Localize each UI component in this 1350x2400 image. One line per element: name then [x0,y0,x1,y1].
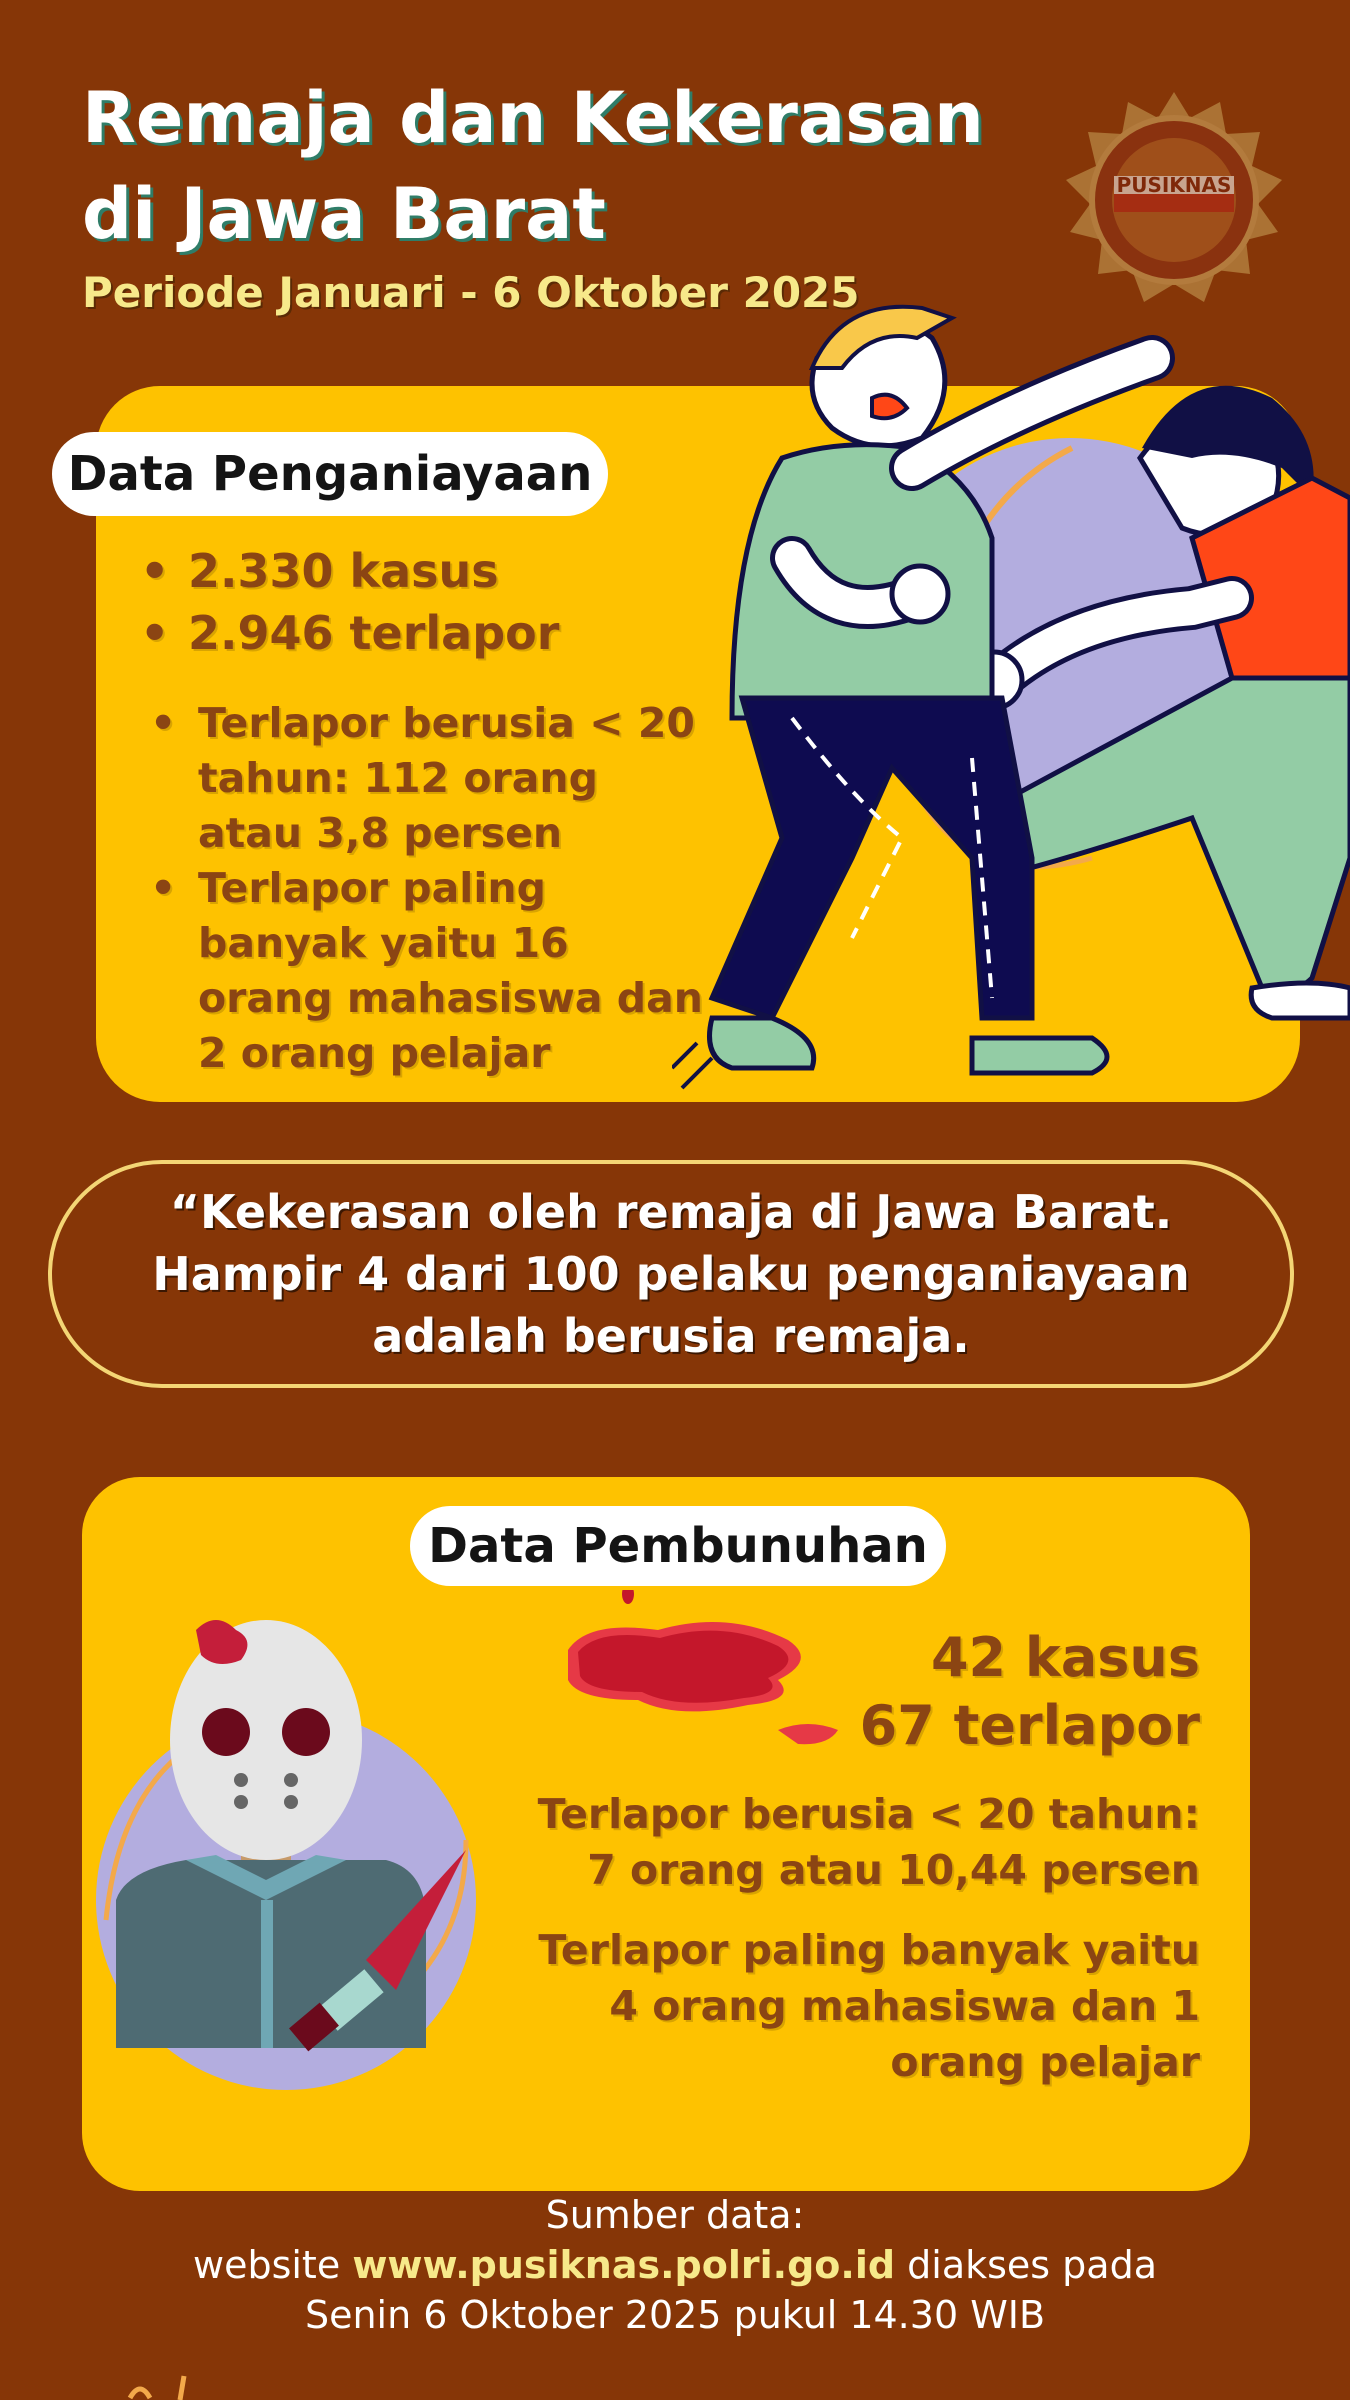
page-title: Remaja dan Kekerasan di Jawa Barat [82,77,984,255]
period-subtitle: Periode Januari - 6 Oktober 2025 [82,268,860,317]
murder-detail-age: Terlapor berusia < 20 tahun: 7 orang atau 10,44 persen [537,1790,1200,1894]
decorative-scribble-icon [120,2370,280,2400]
source-line [0,2240,1350,2290]
murder-reported: 67 terlapor [859,1694,1200,1757]
assault-detail-age: • Terlapor berusia < 20 tahun: 112 orang atau 3,8 persen [150,696,710,861]
source-label: Sumber data: [545,2193,805,2237]
murder-heading: Data Pembunuhan [410,1506,946,1586]
murder-detail-occupation: Terlapor paling banyak yaitu 4 orang mahasiswa dan 1 orang pelajar [538,1926,1200,2086]
assault-cases: • 2.330 kasus [140,540,560,602]
source-suffix: diakses pada [907,2243,1157,2287]
assault-detail-occupation: • Terlapor paling banyak yaitu 16 orang mahasiswa dan 2 orang pelajar [150,861,710,1081]
source-info [0,2190,1350,2340]
source-date: Senin 6 Oktober 2025 pukul 14.30 WIB [304,2293,1046,2337]
assault-stats [140,540,560,664]
murder-stats [860,1624,1200,1760]
svg-text:PUSIKNAS: PUSIKNAS [1116,173,1232,197]
quote-box [48,1160,1294,1388]
quote-text: “Kekerasan oleh remaja di Jawa Barat. Hampir 4 dari 100 pelaku penganiayaan adalah berusia remaja. [152,1185,1190,1363]
assault-heading: Data Penganiayaan [52,432,608,516]
murder-cases: 42 kasus [930,1626,1200,1689]
masked-figure-illustration [66,1600,506,2100]
assault-reported: • 2.946 terlapor [140,602,560,664]
source-url-link[interactable]: www.pusiknas.polri.go.id [352,2243,896,2287]
pusiknas-seal-logo [1062,88,1286,312]
fighting-illustration [672,298,1350,1126]
source-prefix: website [193,2243,341,2287]
blood-splatter-illustration [548,1590,848,1760]
assault-details [150,696,710,1081]
